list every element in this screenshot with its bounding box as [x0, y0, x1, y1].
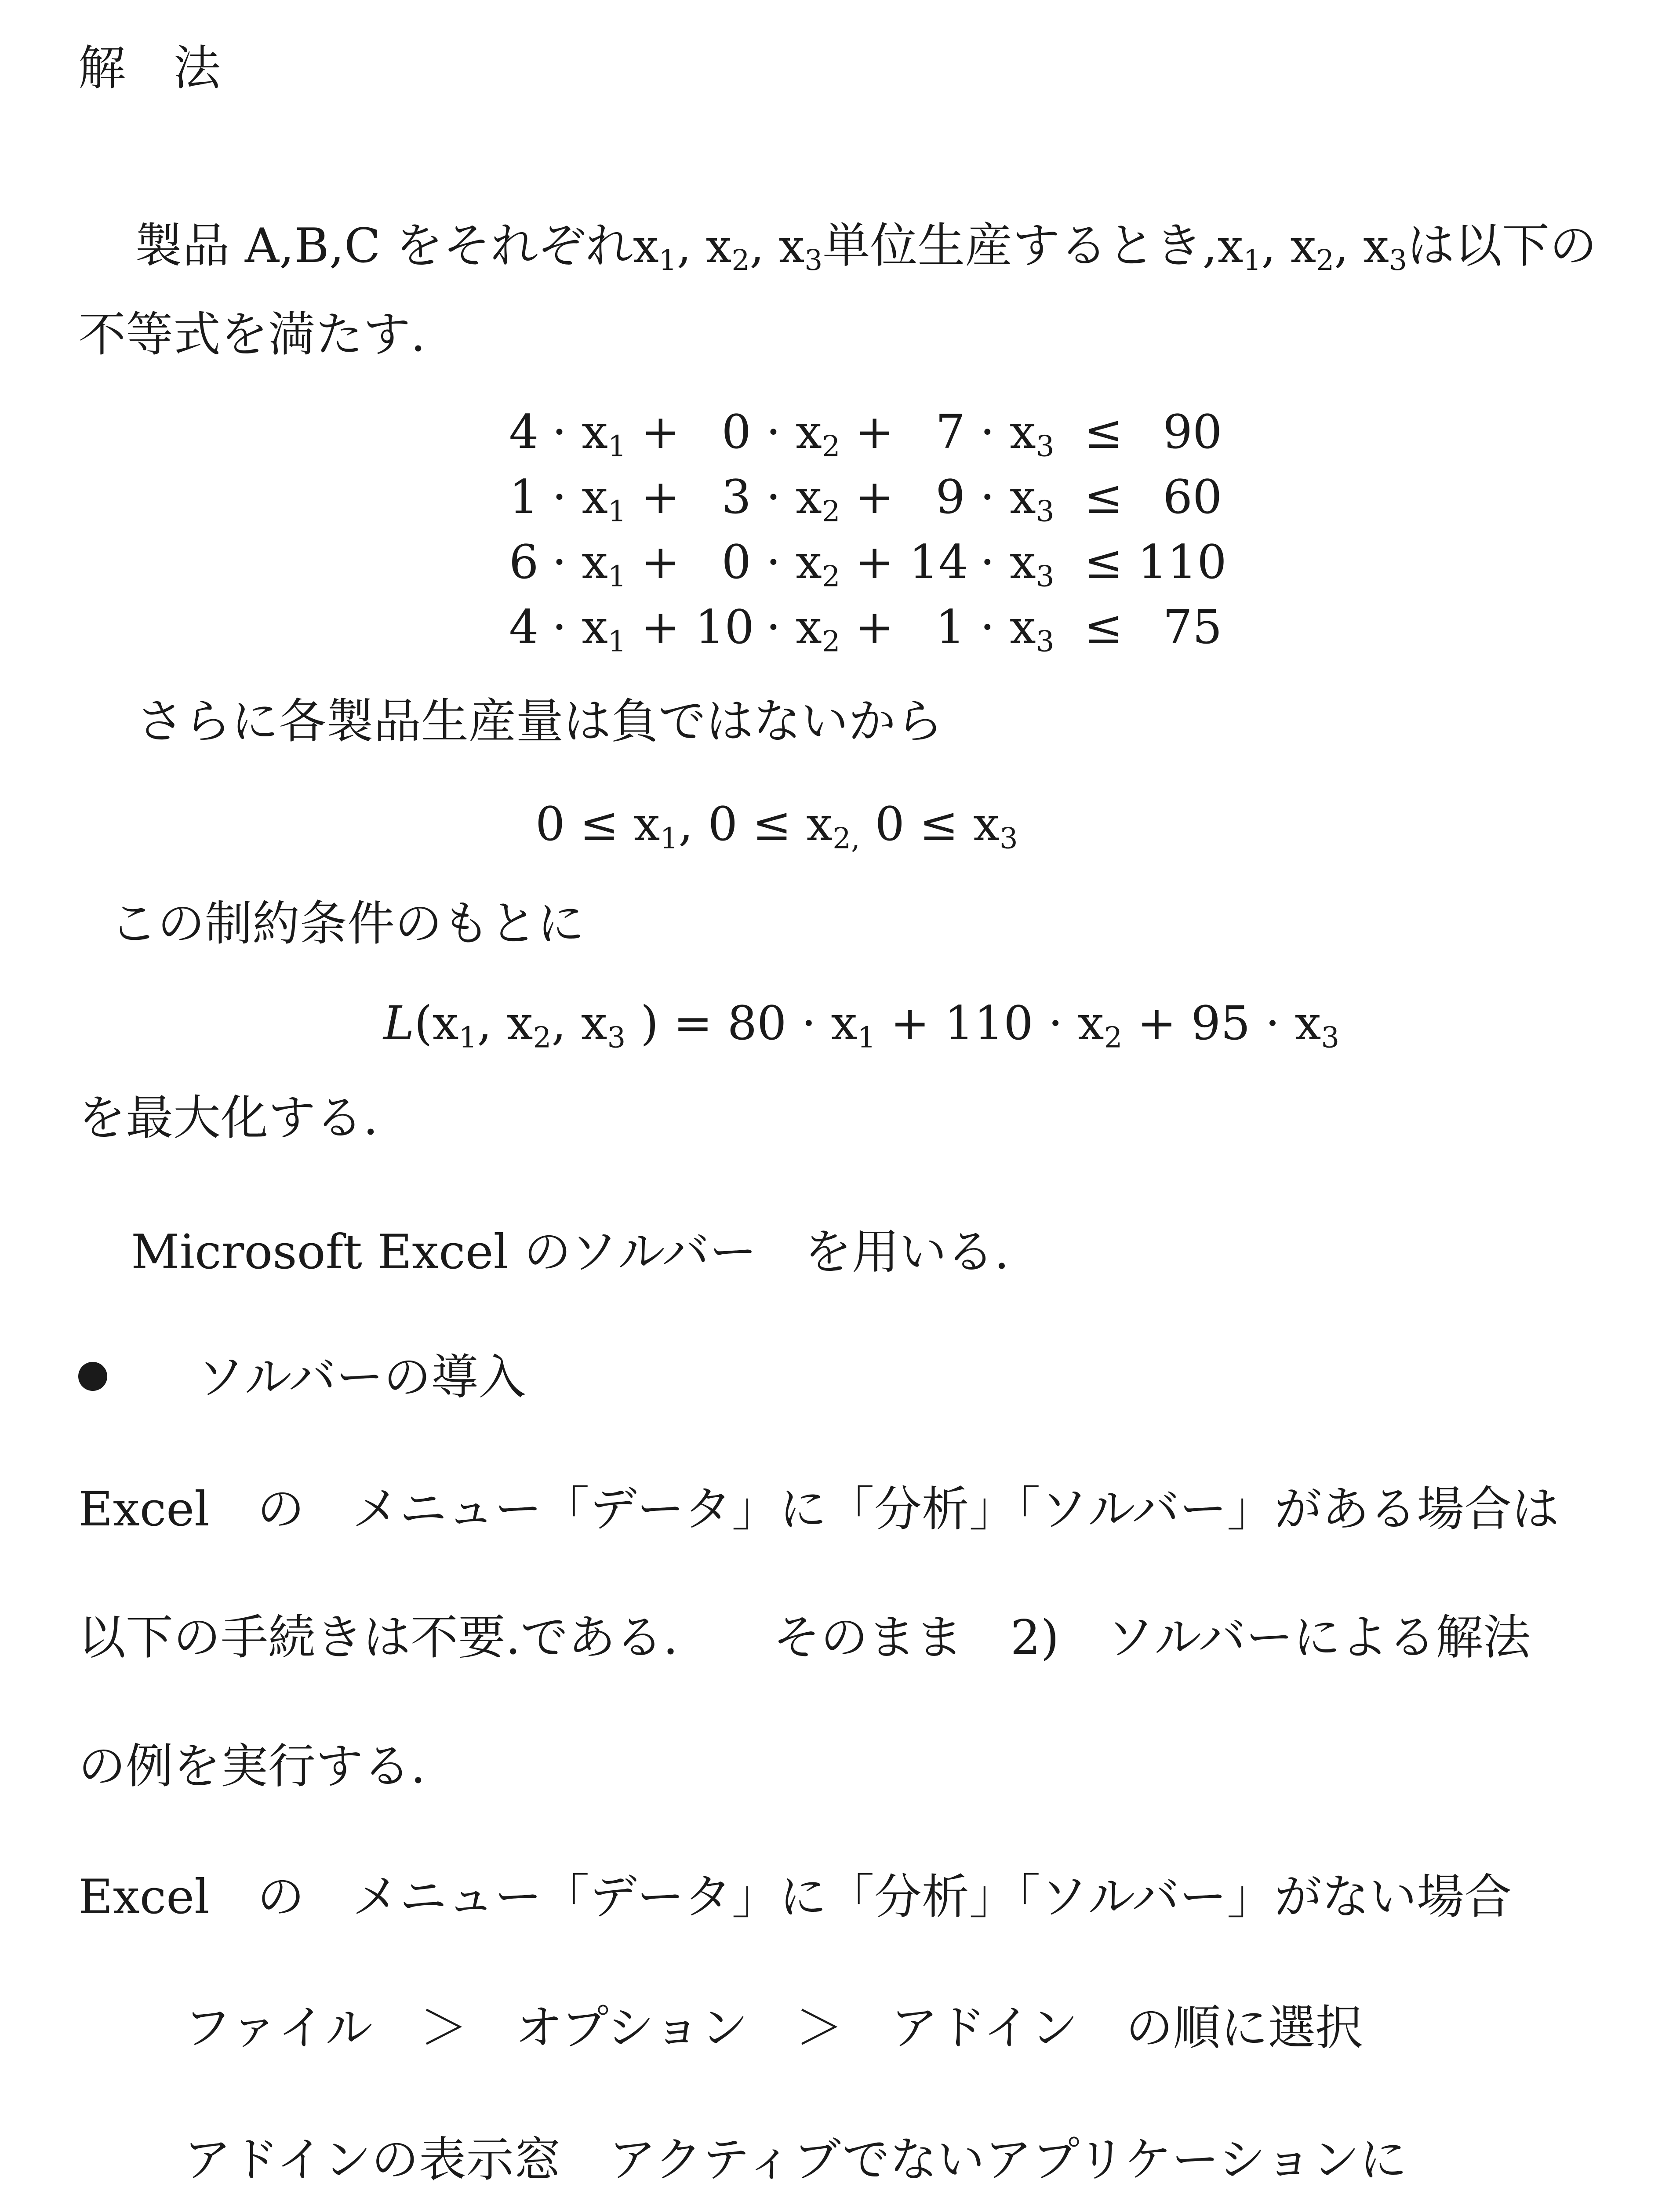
- page-heading: 解 法: [78, 41, 221, 96]
- para1-line-3: の例を実行する.: [78, 1739, 426, 1794]
- constraint-rhs: 110: [1138, 535, 1227, 589]
- constraint-row: $4 \cdot x_1 + 0 \cdot x_2 + 7 \cdot x_3 \le 90$: [509, 405, 1222, 463]
- bullet-icon: [78, 1362, 107, 1391]
- intro-line-2: 不等式を満たす.: [78, 307, 426, 362]
- objective-coef-3: 95: [1191, 996, 1251, 1050]
- objective-coef-2: 110: [944, 996, 1033, 1050]
- coef-x2: 10: [695, 600, 754, 654]
- constraint-rhs: 60: [1163, 470, 1222, 524]
- coef-x3: 14: [909, 535, 968, 589]
- constraint-rhs: 90: [1163, 405, 1222, 459]
- coef-x3: 9: [935, 470, 965, 524]
- para2-step-1: ファイル ＞ オプション ＞ アドイン の順に選択: [184, 2001, 1363, 2056]
- coef-x3: 7: [935, 405, 965, 459]
- constraint-rhs: 75: [1163, 600, 1222, 654]
- intro-line-1: [105, 175, 1597, 277]
- objective-coef-1: 80: [727, 996, 787, 1050]
- para2-line-1: Excel の メニュー「データ」に「分析」「ソルバー」がない場合: [78, 1870, 1512, 1925]
- coef-x1: 6: [509, 535, 539, 589]
- para2-step-2: アドインの表示窓 アクティブでないアプリケーションに: [184, 2132, 1407, 2187]
- coef-x2: 0: [721, 535, 751, 589]
- coef-x1: 1: [509, 470, 539, 524]
- variables-x1-x2-x3: $x_1$, $x_2$, $x_3$: [633, 219, 823, 277]
- maximize-text: を最大化する.: [78, 1091, 378, 1146]
- nonnegativity-intro: さらに各製品生産量は負ではないから: [136, 694, 944, 749]
- coef-x3: 1: [935, 600, 965, 654]
- objective-intro: この制約条件のもとに: [110, 896, 585, 951]
- variables-x1-x2-x3-second: $x_1$, $x_2$, $x_3$: [1217, 219, 1407, 277]
- objective-function: $L(x_1$, $x_2$, $x_3$ ) = $80 \cdot x_1 + 110 \cdot x_2 + 95 \cdot x_3$: [383, 996, 1340, 1055]
- intro-text-a: 製品 A,B,C をそれぞれ: [135, 218, 633, 273]
- intro-text-b: 単位生産するとき,: [822, 218, 1218, 273]
- constraint-row: $4 \cdot x_1 + 10 \cdot x_2 + 1 \cdot x_3 \le 75$: [509, 600, 1222, 659]
- section-title: ソルバーの導入: [197, 1350, 526, 1405]
- constraint-row: $6 \cdot x_1 + 0 \cdot x_2 + 14 \cdot x_3 \le 110$: [509, 535, 1227, 593]
- coef-x1: 4: [509, 405, 539, 459]
- para1-line-1: Excel の メニュー「データ」に「分析」「ソルバー」がある場合は: [78, 1482, 1560, 1537]
- solver-usage-line: Microsoft Excel のソルバー を用いる.: [131, 1225, 1010, 1280]
- intro-text-c: は以下の: [1407, 218, 1597, 273]
- coef-x2: 0: [721, 405, 751, 459]
- constraint-row: $1 \cdot x_1 + 3 \cdot x_2 + 9 \cdot x_3 \le 60$: [509, 470, 1222, 528]
- para1-line-2: 以下の手続きは不要.である. そのまま 2) ソルバーによる解法: [78, 1610, 1531, 1665]
- objective-name: L: [383, 996, 415, 1050]
- coef-x1: 4: [509, 600, 539, 654]
- nonnegativity-constraint: $0 \le x_1$, $0 \le x_{2,}$ $0 \le x_3$: [535, 797, 1018, 855]
- coef-x2: 3: [721, 470, 751, 524]
